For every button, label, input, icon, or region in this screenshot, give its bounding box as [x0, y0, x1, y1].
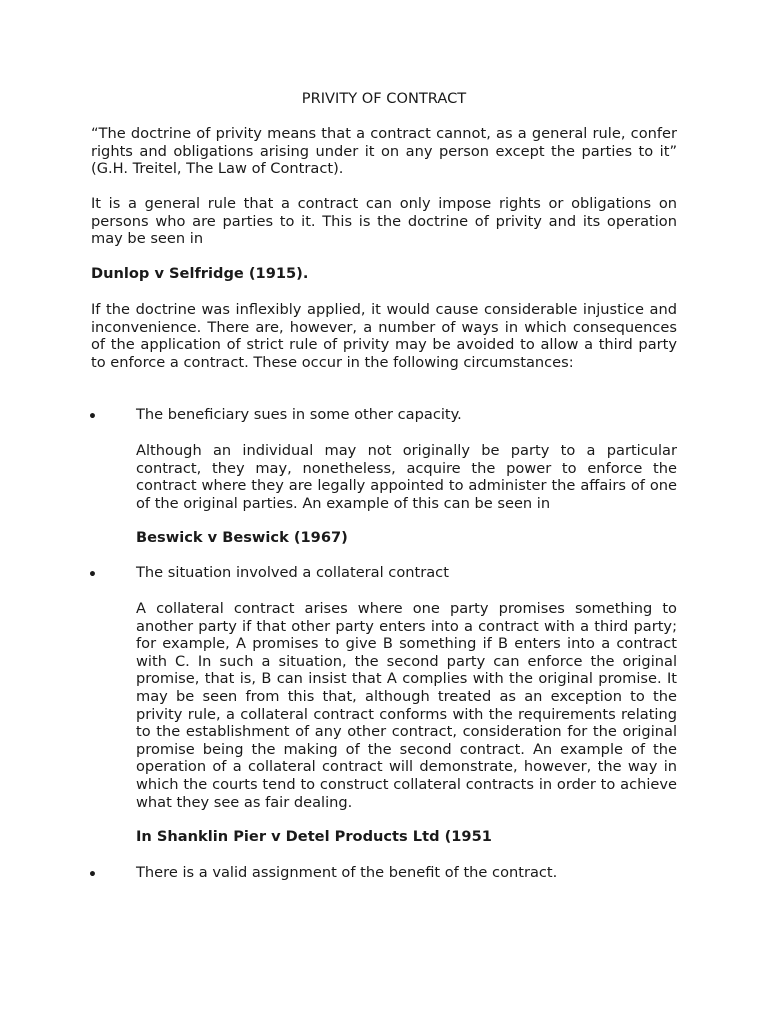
case-beswick-beswick: Beswick v Beswick (1967) — [136, 529, 348, 546]
list-item-collateral: The situation involved a collateral contract — [136, 564, 449, 581]
case-shanklin-pier: In Shanklin Pier v Detel Products Ltd (1951 — [136, 828, 492, 845]
bullet-marker: • — [88, 409, 97, 425]
case-dunlop-selfridge: Dunlop v Selfridge (1915). — [91, 265, 309, 282]
list-item-beneficiary: The beneficiary sues in some other capacity. — [136, 406, 462, 423]
bullet-marker: • — [88, 567, 97, 583]
list-item-assignment: There is a valid assignment of the benefit of the contract. — [136, 864, 558, 881]
privity-rule-paragraph: It is a general rule that a contract can only impose rights or obligations on persons who are parties to it. This is the doctrine of privity and its operation may be seen in — [91, 195, 677, 248]
collateral-contract-paragraph: A collateral contract arises where one party promises something to another party if that other party enters into a contract with a third party; for example, A promises to give B something if B enters into a contract with C. In such a situation, the second party can enforce the original promise, that is, B can insist that A complies with the original promise. It may be seen from this that, although treated as an exception to the privity rule, a collateral contract conforms with the requirements relating to the establishment of any other contract, consideration for the original promise being the making of the second contract. An example of the operation of a collateral contract will demonstrate, however, the way in which the courts tend to construct collateral contracts in order to achieve what they see as fair dealing. — [136, 600, 677, 811]
treitel-quote: “The doctrine of privity means that a contract cannot, as a general rule, confer rights and obligations arising under it on any person except the parties to it” (G.H. Treitel, The Law of Contract). — [91, 125, 677, 178]
bullet-marker: • — [88, 867, 97, 883]
beneficiary-paragraph: Although an individual may not originally be party to a particular contract, they may, nonetheless, acquire the power to enforce the contract where they are legally appointed to administer the affairs of one of the original parties. An example of this can be seen in — [136, 442, 677, 512]
page-title: PRIVITY OF CONTRACT — [301, 90, 467, 107]
injustice-paragraph: If the doctrine was inflexibly applied, it would cause considerable injustice and inconvenience. There are, however, a number of ways in which consequences of the application of strict rule of privity may be avoided to allow a third party to enforce a contract. These occur in the following circumstances: — [91, 301, 677, 371]
